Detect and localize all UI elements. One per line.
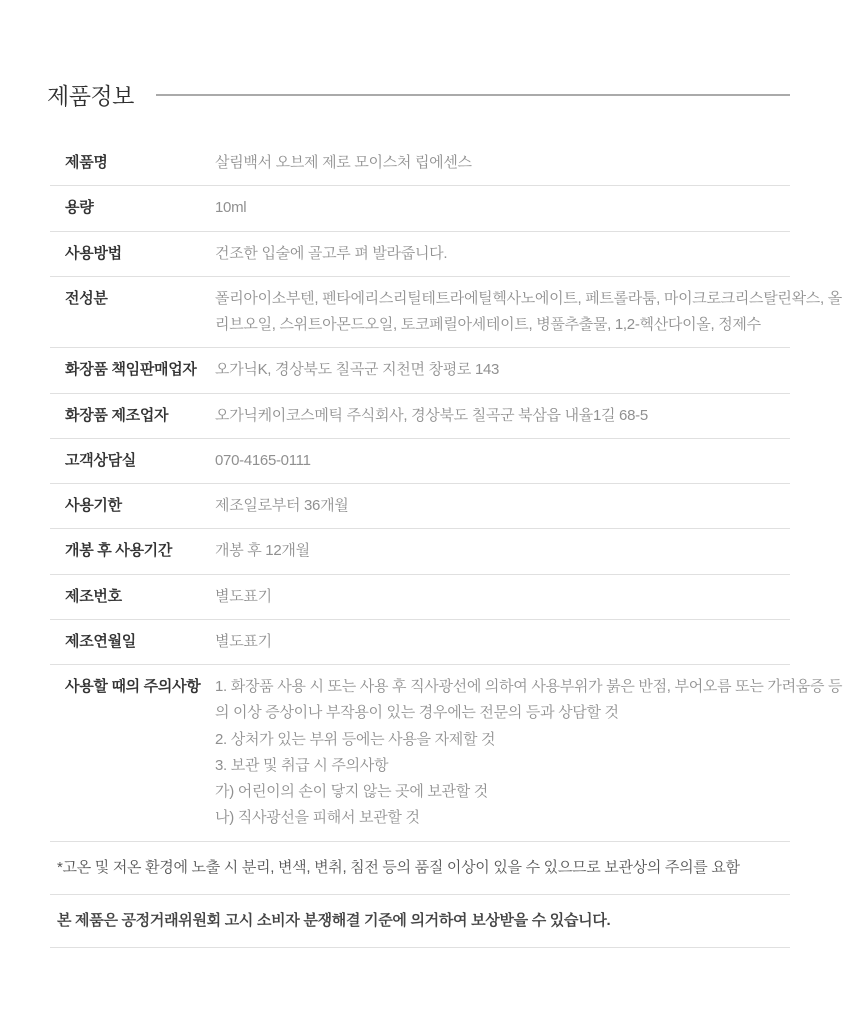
footer-notes bbox=[50, 842, 790, 948]
table-row bbox=[50, 529, 790, 574]
row-label: 사용기한 bbox=[65, 497, 122, 514]
row-label: 제조번호 bbox=[65, 587, 122, 605]
row-label: 고객상담실 bbox=[65, 451, 136, 469]
caution-line: 1. 화장품 사용 시 또는 사용 후 직사광선에 의하여 사용부위가 붉은 반점, 부어오름 또는 가려움증 등의 이상 증상이나 부작용이 있는 경우에는 전문의 등과 상담할 것 bbox=[215, 678, 843, 722]
row-label: 사용방법 bbox=[65, 244, 122, 262]
title-rule bbox=[156, 94, 790, 96]
row-value: 건조한 입술에 골고루 펴 발라줍니다. bbox=[215, 244, 448, 262]
table-row bbox=[50, 186, 790, 231]
row-value: 폴리아이소부텐, 펜타에리스리틸테트라에틸헥사노에이트, 페트롤라툼, 마이크로크리스탈린왁스, 올리브오일, 스위트아몬드오일, 토코페릴아세테이트, 병풀추출물, 1,2-헥산다이올, 정제수 bbox=[215, 289, 842, 333]
product-info-section bbox=[47, 0, 843, 948]
table-row bbox=[50, 620, 790, 665]
row-label: 제조연월일 bbox=[65, 632, 136, 650]
row-value: 오가닉케이코스메틱 주식회사, 경상북도 칠곡군 북삼읍 내율1길 68-5 bbox=[215, 406, 648, 424]
table-row bbox=[50, 394, 790, 439]
row-value: 개봉 후 12개월 bbox=[215, 542, 310, 560]
row-value: 살림백서 오브제 제로 모이스처 립에센스 bbox=[215, 154, 472, 171]
table-row bbox=[50, 665, 843, 842]
caution-line: 가) 어린이의 손이 닿지 않는 곳에 보관할 것 bbox=[215, 783, 488, 800]
row-value: 제조일로부터 36개월 bbox=[215, 497, 349, 514]
row-label: 제품명 bbox=[65, 154, 108, 171]
row-value: 10ml bbox=[215, 199, 247, 217]
row-label: 개봉 후 사용기간 bbox=[65, 542, 173, 560]
row-value: 오가닉K, 경상북도 칠곡군 지천면 창평로 143 bbox=[215, 361, 500, 379]
caution-line: 3. 보관 및 취급 시 주의사항 bbox=[215, 756, 389, 774]
row-label: 용량 bbox=[65, 199, 94, 217]
row-label: 화장품 제조업자 bbox=[65, 406, 169, 424]
row-label: 사용할 때의 주의사항 bbox=[65, 678, 201, 695]
note: *고온 및 저온 환경에 노출 시 분리, 변색, 변취, 침전 등의 품질 이상이 있을 수 있으므로 보관상의 주의를 요함 bbox=[50, 842, 790, 895]
caution-line: 나) 직사광선을 피해서 보관할 것 bbox=[215, 809, 420, 827]
caution-line: 2. 상처가 있는 부위 등에는 사용을 자제할 것 bbox=[215, 730, 496, 748]
note: 본 제품은 공정거래위원회 고시 소비자 분쟁해결 기준에 의거하여 보상받을 수 있습니다. bbox=[50, 895, 790, 948]
row-label: 전성분 bbox=[65, 289, 108, 307]
row-value: 070-4165-0111 bbox=[215, 451, 311, 469]
table-row bbox=[50, 141, 790, 186]
table-row bbox=[50, 348, 790, 393]
table-row bbox=[50, 575, 790, 620]
table-row bbox=[50, 277, 842, 349]
table-row bbox=[50, 439, 790, 484]
row-value: 별도표기 bbox=[215, 587, 272, 605]
row-value bbox=[215, 674, 848, 832]
row-label: 화장품 책임판매업자 bbox=[65, 361, 197, 379]
row-value: 별도표기 bbox=[215, 632, 272, 650]
table-row bbox=[50, 484, 790, 529]
table-row bbox=[50, 232, 790, 277]
section-header bbox=[47, 78, 790, 111]
page-title: 제품정보 bbox=[47, 83, 134, 109]
product-info-table bbox=[50, 141, 843, 842]
